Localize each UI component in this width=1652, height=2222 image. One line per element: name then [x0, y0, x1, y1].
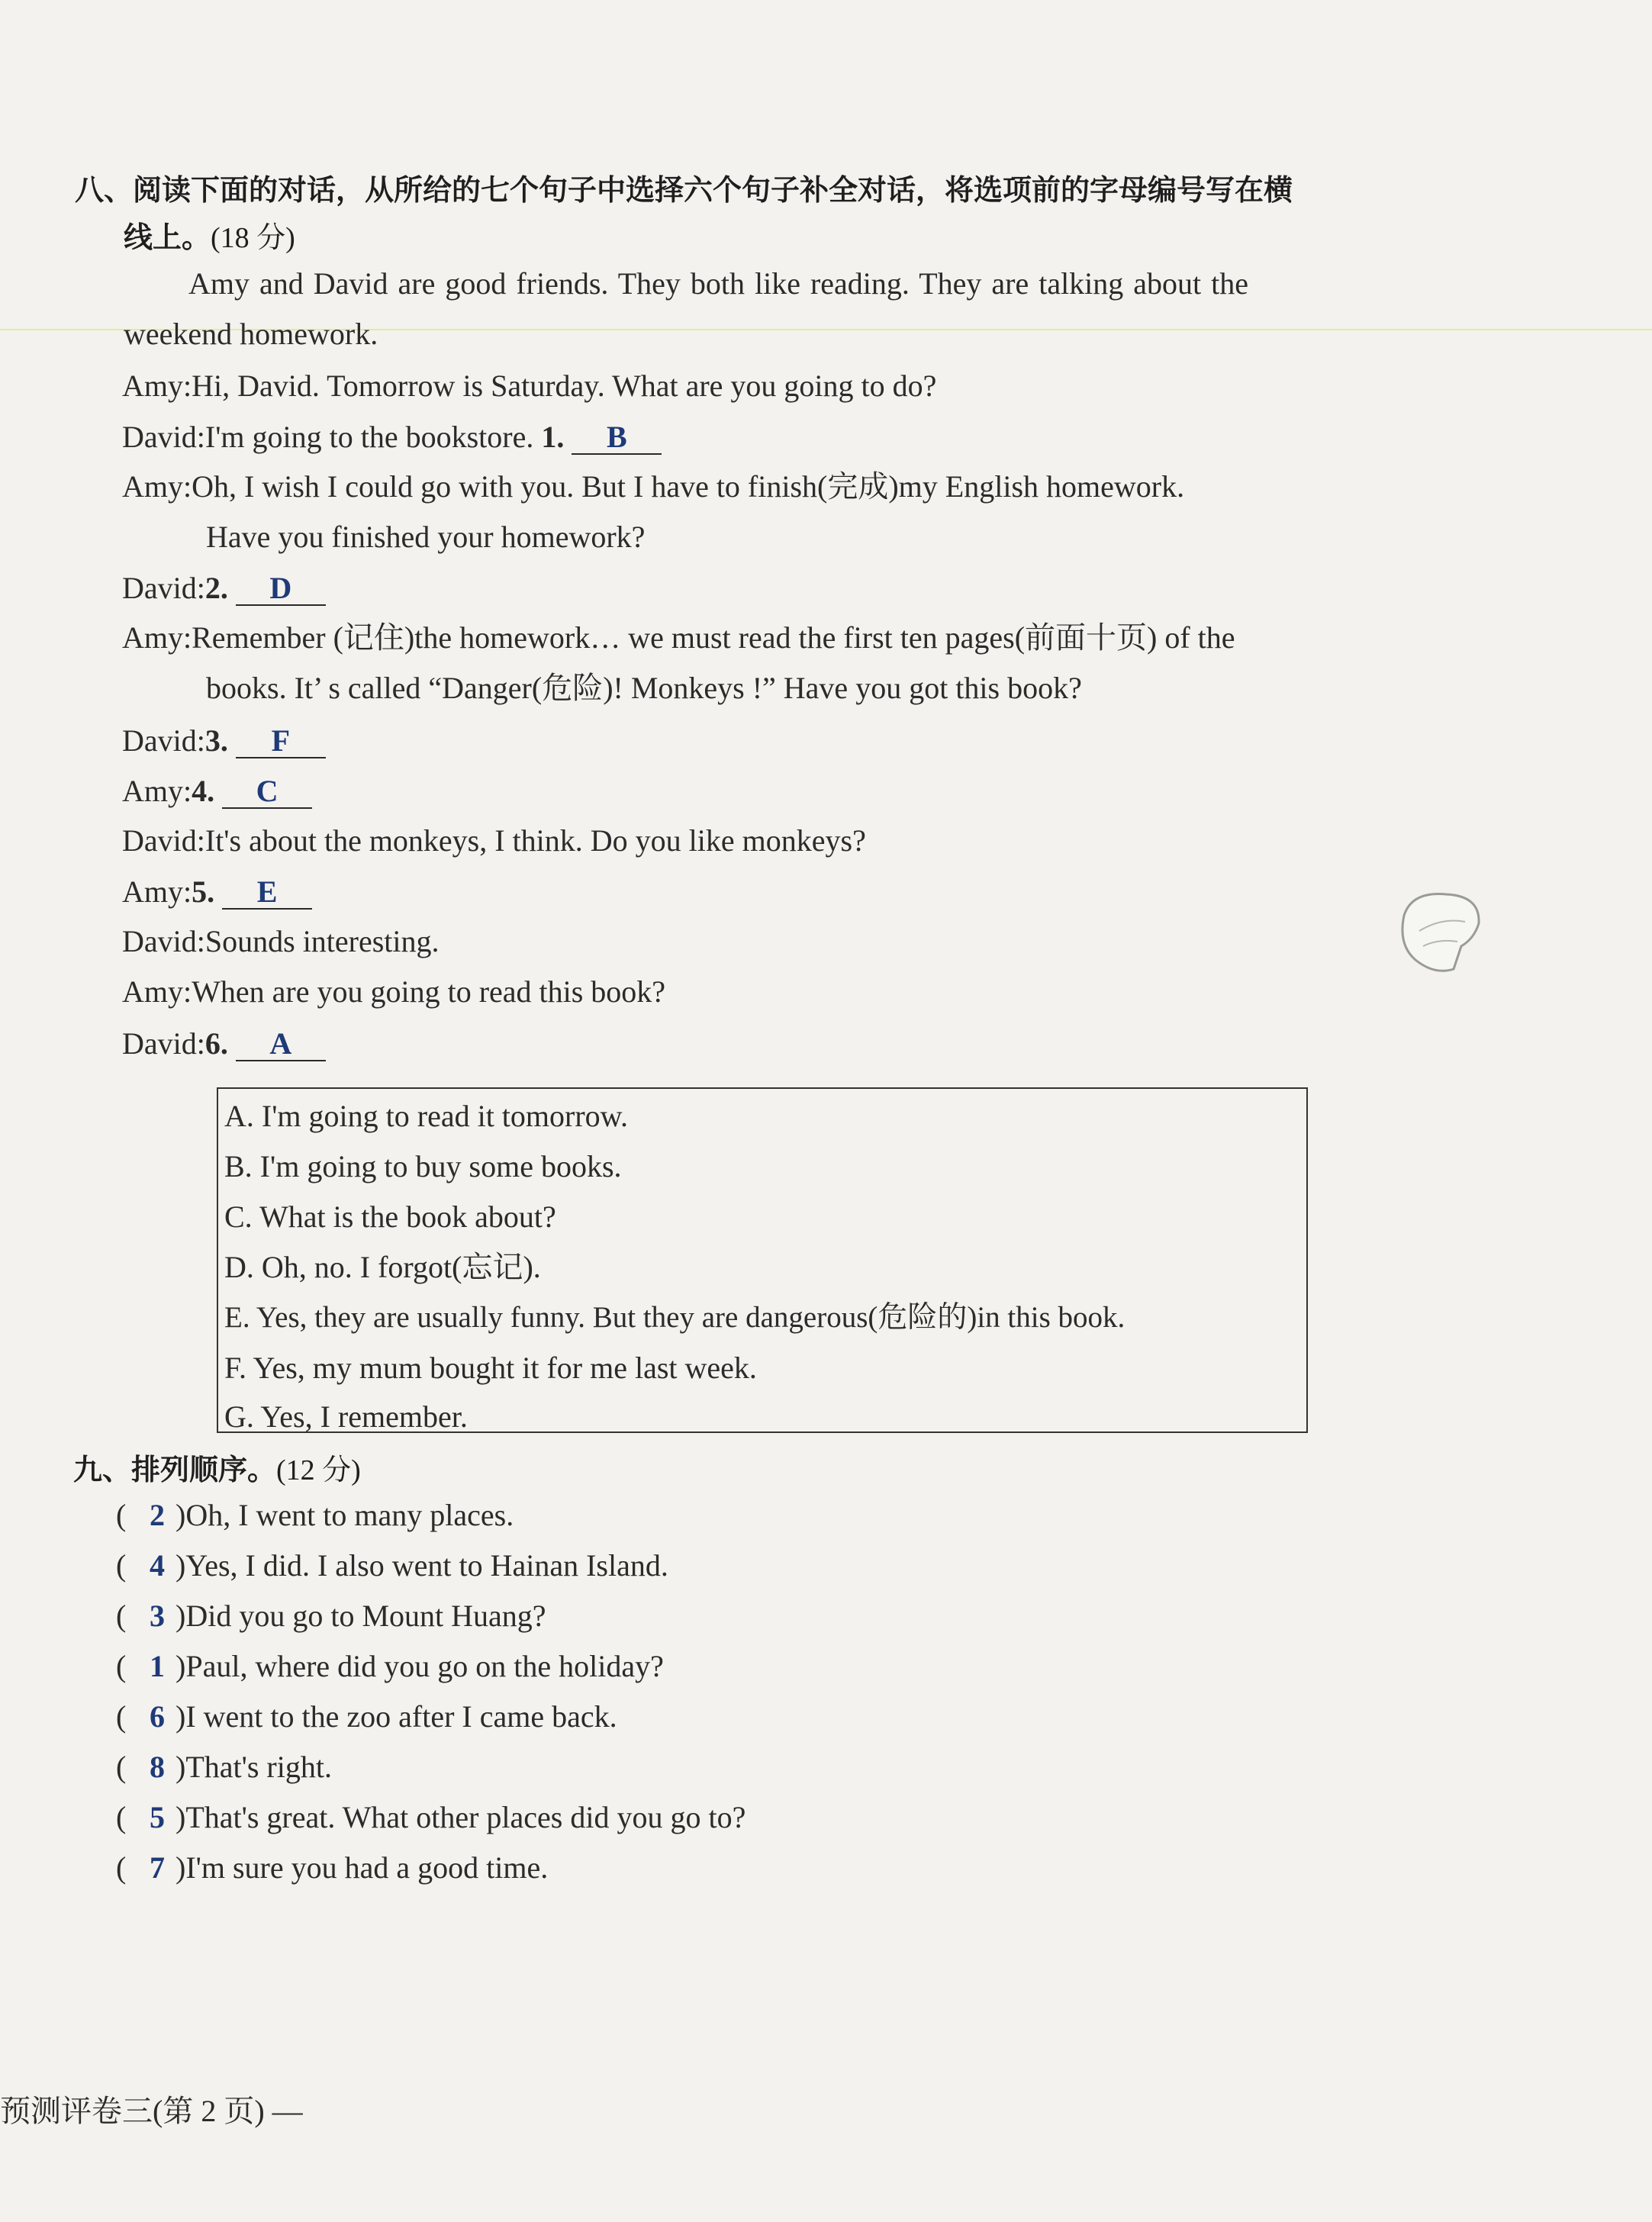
order-text: Yes, I did. I also went to Hainan Island.: [185, 1548, 668, 1583]
option-a: A. I'm going to read it tomorrow.: [224, 1099, 628, 1133]
order-text: Paul, where did you go on the holiday?: [185, 1649, 664, 1683]
order-item: ( 2 )Oh, I went to many places.: [116, 1498, 514, 1532]
order-item: ( 8 )That's right.: [116, 1750, 332, 1784]
order-answer: 2: [150, 1498, 165, 1532]
order-answer: 8: [150, 1750, 165, 1784]
dialogue-line: [122, 823, 866, 858]
dialogue-line: [122, 572, 326, 606]
dialogue-line: [122, 926, 440, 957]
order-answer: 5: [150, 1800, 165, 1834]
dialogue-line: [122, 421, 662, 455]
dialogue-line: [122, 725, 326, 758]
speaker-label: Amy:: [122, 369, 192, 403]
blank-number: 2.: [204, 571, 228, 605]
answer-blank: E: [222, 876, 312, 910]
dialogue-text: When are you going to read this book?: [192, 974, 666, 1009]
dialogue-line: [122, 974, 666, 1009]
option-b: B. I'm going to buy some books.: [224, 1149, 622, 1183]
option-c: C. What is the book about?: [224, 1200, 556, 1234]
answer-blank: D: [236, 572, 326, 606]
speaker-label: David:: [122, 924, 205, 958]
stamp-logo: [1389, 885, 1496, 977]
speaker-label: David:: [122, 823, 205, 858]
blank-number: 3.: [204, 723, 228, 758]
dialogue-text: Remember (记住)the homework… we must read the first ten pages(前面十页) of the: [192, 620, 1235, 655]
speaker-label: Amy:: [122, 620, 192, 655]
dialogue-text: It's about the monkeys, I think. Do you like monkeys?: [204, 823, 866, 858]
order-answer: 1: [150, 1649, 165, 1683]
intro-line1: Amy and David are good friends. They both like reading. They are talking about the: [188, 266, 1249, 301]
speaker-label: Amy:: [122, 469, 192, 504]
dialogue-line: [122, 371, 936, 401]
speaker-label: Amy:: [122, 774, 192, 808]
dialogue-line: [122, 620, 1235, 655]
order-answer: 6: [150, 1699, 165, 1734]
dialogue-line: [206, 673, 1082, 704]
option-g: G. Yes, I remember.: [224, 1399, 468, 1434]
dialogue-text: Sounds interesting.: [204, 924, 440, 958]
speaker-label: David:: [122, 420, 205, 454]
answer-blank: C: [222, 775, 312, 809]
dialogue-text: I'm going to the bookstore.: [204, 420, 534, 454]
dialogue-text: Have you finished your homework?: [206, 520, 646, 554]
answer-blank: B: [572, 421, 662, 455]
order-answer: 7: [150, 1850, 165, 1885]
order-answer: 3: [150, 1599, 165, 1633]
speaker-label: David:: [122, 723, 205, 758]
speaker-label: Amy:: [122, 974, 192, 1009]
option-f: F. Yes, my mum bought it for me last week.: [224, 1351, 757, 1385]
blank-number: 4.: [192, 774, 215, 808]
section8-title-line2-text: 线上。: [124, 221, 211, 254]
order-item: ( 1 )Paul, where did you go on the holiday?: [116, 1649, 664, 1683]
dialogue-line: [206, 522, 645, 552]
order-item: ( 6 )I went to the zoo after I came back.: [116, 1699, 617, 1734]
blank-number: 5.: [192, 874, 215, 909]
section9-title: [73, 1446, 361, 1488]
dialogue-line: [122, 876, 312, 910]
section8-points: (18 分): [211, 222, 295, 254]
speaker-label: Amy:: [122, 874, 192, 909]
section8-title-line1: 八、阅读下面的对话，从所给的七个句子中选择六个句子补全对话，将选项前的字母编号写在横: [75, 173, 1293, 207]
blank-number: 1.: [541, 420, 565, 454]
speaker-label: David:: [122, 1026, 205, 1061]
order-item: ( 5 )That's great. What other places did you go to?: [116, 1800, 746, 1834]
page-footer: 预测评卷三(第 2 页) —: [0, 2094, 303, 2128]
answer-blank: A: [236, 1028, 326, 1061]
dialogue-text: Oh, I wish I could go with you. But I have to finish(完成)my English homework.: [192, 469, 1185, 504]
order-text: That's great. What other places did you go to?: [185, 1800, 746, 1834]
dialogue-line: [122, 469, 1185, 504]
dialogue-text: books. It’ s called “Danger(危险)! Monkeys !” Have you got this book?: [206, 671, 1082, 705]
dialogue-text: Hi, David. Tomorrow is Saturday. What are you going to do?: [192, 369, 937, 403]
order-answer: 4: [150, 1548, 165, 1583]
answer-blank: F: [236, 725, 326, 758]
order-item: ( 3 )Did you go to Mount Huang?: [116, 1599, 546, 1633]
order-text: I'm sure you had a good time.: [185, 1850, 549, 1885]
order-text: That's right.: [185, 1750, 332, 1784]
order-text: Did you go to Mount Huang?: [185, 1599, 546, 1633]
order-item: ( 7 )I'm sure you had a good time.: [116, 1850, 549, 1885]
option-e: E. Yes, they are usually funny. But they are dangerous(危险的)in this book.: [224, 1301, 1125, 1334]
section8-title-line2: [124, 214, 295, 256]
dialogue-line: [122, 775, 312, 809]
section9-points: (12 分): [276, 1454, 361, 1486]
intro-line2: weekend homework.: [124, 317, 378, 351]
section9-title-text: 九、排列顺序。: [73, 1453, 277, 1486]
order-item: ( 4 )Yes, I did. I also went to Hainan Island.: [116, 1548, 668, 1583]
option-d: D. Oh, no. I forgot(忘记).: [224, 1250, 541, 1284]
blank-number: 6.: [204, 1026, 228, 1061]
dialogue-line: [122, 1028, 326, 1061]
order-text: Oh, I went to many places.: [185, 1498, 514, 1532]
options-box: [217, 1087, 1308, 1433]
order-text: I went to the zoo after I came back.: [185, 1699, 617, 1734]
speaker-label: David:: [122, 571, 205, 605]
